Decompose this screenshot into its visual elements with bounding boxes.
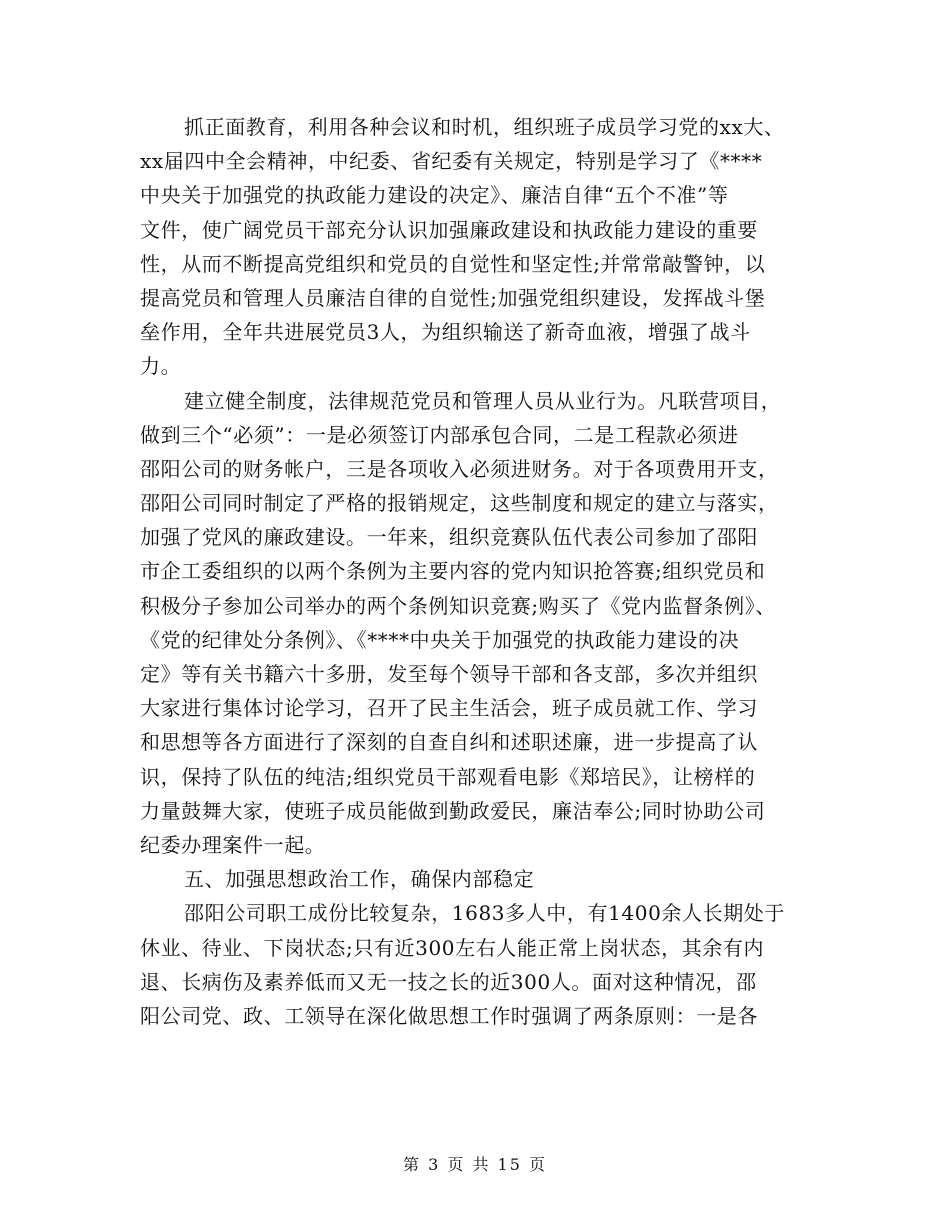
text-line: 阳公司党、政、工领导在深化做思想工作时强调了两条原则：一是各 [140, 1003, 758, 1028]
text-line: 邵阳公司同时制定了严格的报销规定，这些制度和规定的建立与落实， [140, 491, 779, 516]
page-number-footer: 第 3 页 共 15 页 [403, 1155, 547, 1174]
text-line: 定》等有关书籍六十多册，发至每个领导干部和各支部，多次并组织 [140, 662, 758, 686]
text-line: 市企工委组织的以两个条例为主要内容的党内知识抢答赛;组织党员和 [140, 559, 766, 584]
text-line: 休业、待业、下岗状态;只有近300左右人能正常上岗状态，其余有内 [140, 935, 765, 960]
text-line: 识，保持了队伍的纯洁;组织党员干部观看电影《郑培民》，让榜样的 [140, 764, 756, 789]
text-line: 提高党员和管理人员廉洁自律的自觉性;加强党组织建设，发挥战斗堡 [140, 285, 766, 310]
text-line: 垒作用，全年共进展党员3人，为组织输送了新奇血液，增强了战斗 [140, 320, 751, 345]
text-line: xx届四中全会精神，中纪委、省纪委有关规定，特别是学习了《**** [140, 149, 763, 174]
text-line: 纪委办理案件一起。 [140, 832, 326, 857]
text-line: 文件，使广阔党员干部充分认识加强廉政建设和执政能力建设的重要 [140, 217, 758, 242]
text-line: 大家进行集体讨论学习，召开了民主生活会，班子成员就工作、学习 [140, 696, 758, 721]
text-line: 力。 [140, 354, 182, 379]
text-line: 《党的纪律处分条例》、《****中央关于加强党的执政能力建设的决 [140, 627, 740, 652]
text-line: 和思想等各方面进行了深刻的自查自纠和述职述廉，进一步提高了认 [140, 730, 758, 755]
text-line: 力量鼓舞大家，使班子成员能做到勤政爱民，廉洁奉公;同时协助公司 [140, 798, 766, 823]
section-heading: 五、加强思想政治工作，确保内部稳定 [184, 867, 535, 892]
text-line: 退、长病伤及素养低而又无一技之长的近300人。面对这种情况，邵 [140, 969, 757, 994]
text-line: 性，从而不断提高党组织和党员的自觉性和坚定性;并常常敲警钟，以 [140, 251, 766, 276]
text-line: 做到三个“必须”：一是必须签订内部承包合同，二是工程款必须进 [140, 422, 739, 447]
text-line: 积极分子参加公司举办的两个条例知识竞赛;购买了《党内监督条例》、 [140, 593, 776, 618]
document-body [140, 110, 820, 1033]
text-line: 邵阳公司职工成份比较复杂，1683多人中，有1400余人长期处于 [184, 901, 785, 926]
text-line: 加强了党风的廉政建设。一年来，组织竞赛队伍代表公司参加了邵阳 [140, 525, 758, 550]
text-line: 建立健全制度，法律规范党员和管理人员从业行为。凡联营项目， [184, 388, 782, 413]
text-line: 抓正面教育，利用各种会议和时机，组织班子成员学习党的xx大、 [184, 115, 785, 139]
text-line: 中央关于加强党的执政能力建设的决定》、廉洁自律“五个不准”等 [140, 183, 729, 208]
text-line: 邵阳公司的财务帐户，三是各项收入必须进财务。对于各项费用开支， [140, 456, 779, 481]
